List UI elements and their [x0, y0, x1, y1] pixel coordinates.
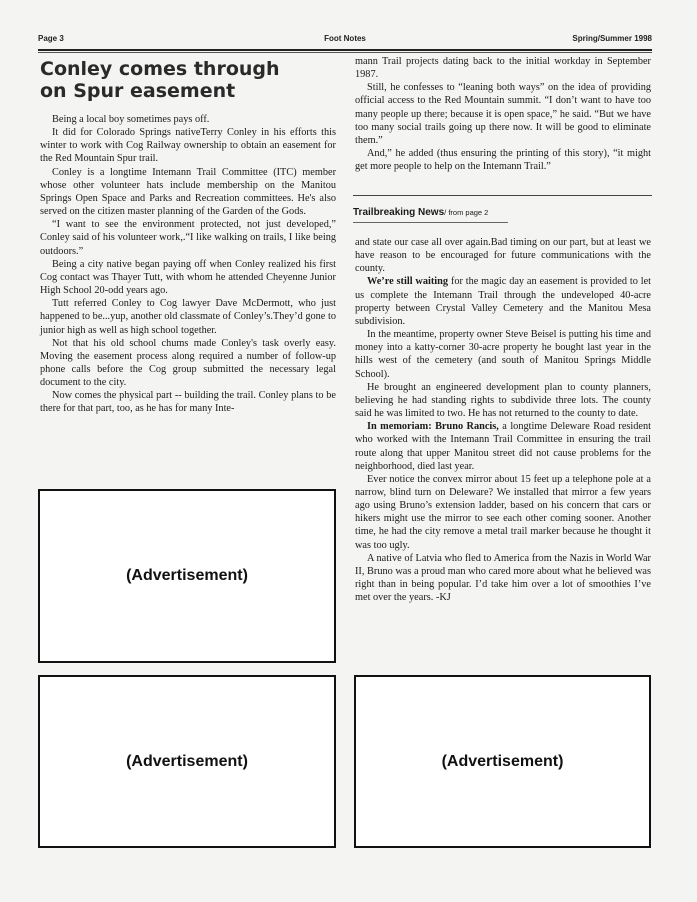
- article-paragraph: Not that his old school chums made Conley's task overly easy. Moving the easement process along required a number of follow-up phone calls before the Cog group submitted the necessary legal document to the city.: [40, 337, 336, 389]
- article-paragraph: mann Trail projects dating back to the initial workday in September 1987.: [355, 56, 651, 81]
- article-paragraph: “I want to see the environment protected, not just developed,” Conley said of his volunteer work,.“I like walking on trails, I like being outdoors.”: [40, 219, 336, 257]
- article-paragraph: Tutt referred Conley to Cog lawyer Dave McDermott, who just happened to be...yup, another old classmate of Conley’s.They’d gone to junior high as well as high school together.: [40, 298, 336, 336]
- lead-in-memoriam: In memoriam: Bruno Rancis,: [367, 421, 499, 433]
- news-paragraph: and state our case all over again.Bad timing on our part, but at least we have reason to be encouraged for future communications with the county.: [355, 237, 651, 275]
- article-paragraph: Being a local boy sometimes pays off.: [52, 114, 210, 125]
- article-headline: [40, 58, 340, 102]
- article-paragraph: It did for Colorado Springs nativeTerry Conley in his efforts this winter to work with Cog Railway ownership to obtain an easement for the Red Mountain Spur trail.: [40, 127, 336, 165]
- article-paragraph: Being a city native began paying off when Conley realized his first Cog contact was Thayer Tutt, with whom he attended Cheyenne Junior High School 20-odd years ago.: [40, 258, 336, 297]
- section-divider: [353, 195, 652, 196]
- ad-label: (Advertisement): [441, 752, 564, 770]
- news-paragraph: Ever notice the convex mirror about 15 feet up a telephone pole at a narrow, blind turn on Deleware? We installed that mirror a few years ago using Bruno’s extension ladder, based on his concern that cars or hikers might use the mirror to see each other coming sooner. Another time, he had the city remove a metal trail marker because he thought it was too ugly.: [355, 473, 651, 551]
- kicker-from: / from page 2: [444, 208, 489, 217]
- advertisement-box-1: [38, 489, 336, 663]
- issue-date: Spring/Summer 1998: [572, 34, 652, 43]
- lead-in-waiting: We’re still waiting: [367, 276, 449, 288]
- article-paragraph: And,” he added (thus ensuring the printing of this story), “it might get more people to help on the Intemann Trail.”: [355, 148, 651, 173]
- news-paragraph: In the meantime, property owner Steve Beisel is putting his time and money into a katty-corner 30-acre property he bought last year in the hills west of the cemetery (and south of Manitou Springs Middle School).: [355, 329, 651, 380]
- ad-label: (Advertisement): [126, 567, 248, 584]
- header-rule: [38, 49, 652, 51]
- trailbreaking-kicker: [353, 207, 488, 218]
- header-rule-thin: [38, 52, 652, 53]
- advertisement-box-2: [38, 675, 336, 848]
- headline-line-2: on Spur easement: [40, 80, 236, 102]
- news-paragraph: He brought an engineered development plan to county planners, believing he had standing rights to subdivide three lots. The county said he was limited to two. He has not returned to the county to date.: [355, 381, 651, 420]
- news-paragraph: A native of Latvia who fled to America from the Nazis in World War II, Bruno was a proud man who cared more about what he believed was right than in being popular. I’d take him over a lot of smoothies I’ve met over the years. -KJ: [355, 552, 651, 604]
- trailbreaking-body: [355, 236, 651, 604]
- newsletter-title: Foot Notes: [324, 34, 366, 43]
- news-paragraph: We’re still waiting for the magic day an easement is provided to let us complete the Intemann Trail through the undeveloped 40-acre property between Crystal Valley Cemetery and the Manitou Mesa subdivision.: [355, 276, 651, 327]
- ad-label: (Advertisement): [126, 752, 248, 770]
- article-body-continued: [355, 55, 651, 173]
- page-number: Page 3: [38, 34, 64, 43]
- news-paragraph: In memoriam: Bruno Rancis, a longtime Deleware Road resident who worked with the Intemann Trail Committee in ensuring the trail route along that upper Manitou street did not cause problems for the neighborhood, died last year.: [355, 421, 652, 472]
- kicker-title: Trailbreaking News: [353, 207, 445, 218]
- advertisement-box-3: [354, 675, 651, 848]
- headline-line-1: Conley comes through: [40, 58, 280, 80]
- article-paragraph: Now comes the physical part -- building the trail. Conley plans to be there for that part, too, as he has for many Inte-: [40, 390, 336, 415]
- article-body-left: [40, 113, 336, 416]
- article-paragraph: Still, he confesses to “leaning both ways” on the idea of providing official access to the Red Mountain summit. “I don’t want to have too many people up there; because it is open space,” he said. “But we have too many social trails going up there now. It will be good to eliminate them.”: [355, 82, 651, 146]
- kicker-underline: [353, 222, 508, 223]
- article-paragraph: Conley is a longtime Intemann Trail Committee (ITC) member whose other volunteer hats include membership on the Manitou Springs Open Space and Parks and Recreation committees. He's also served on the citizen master planning of the Garden of the Gods.: [40, 166, 336, 218]
- page-header: [38, 34, 652, 48]
